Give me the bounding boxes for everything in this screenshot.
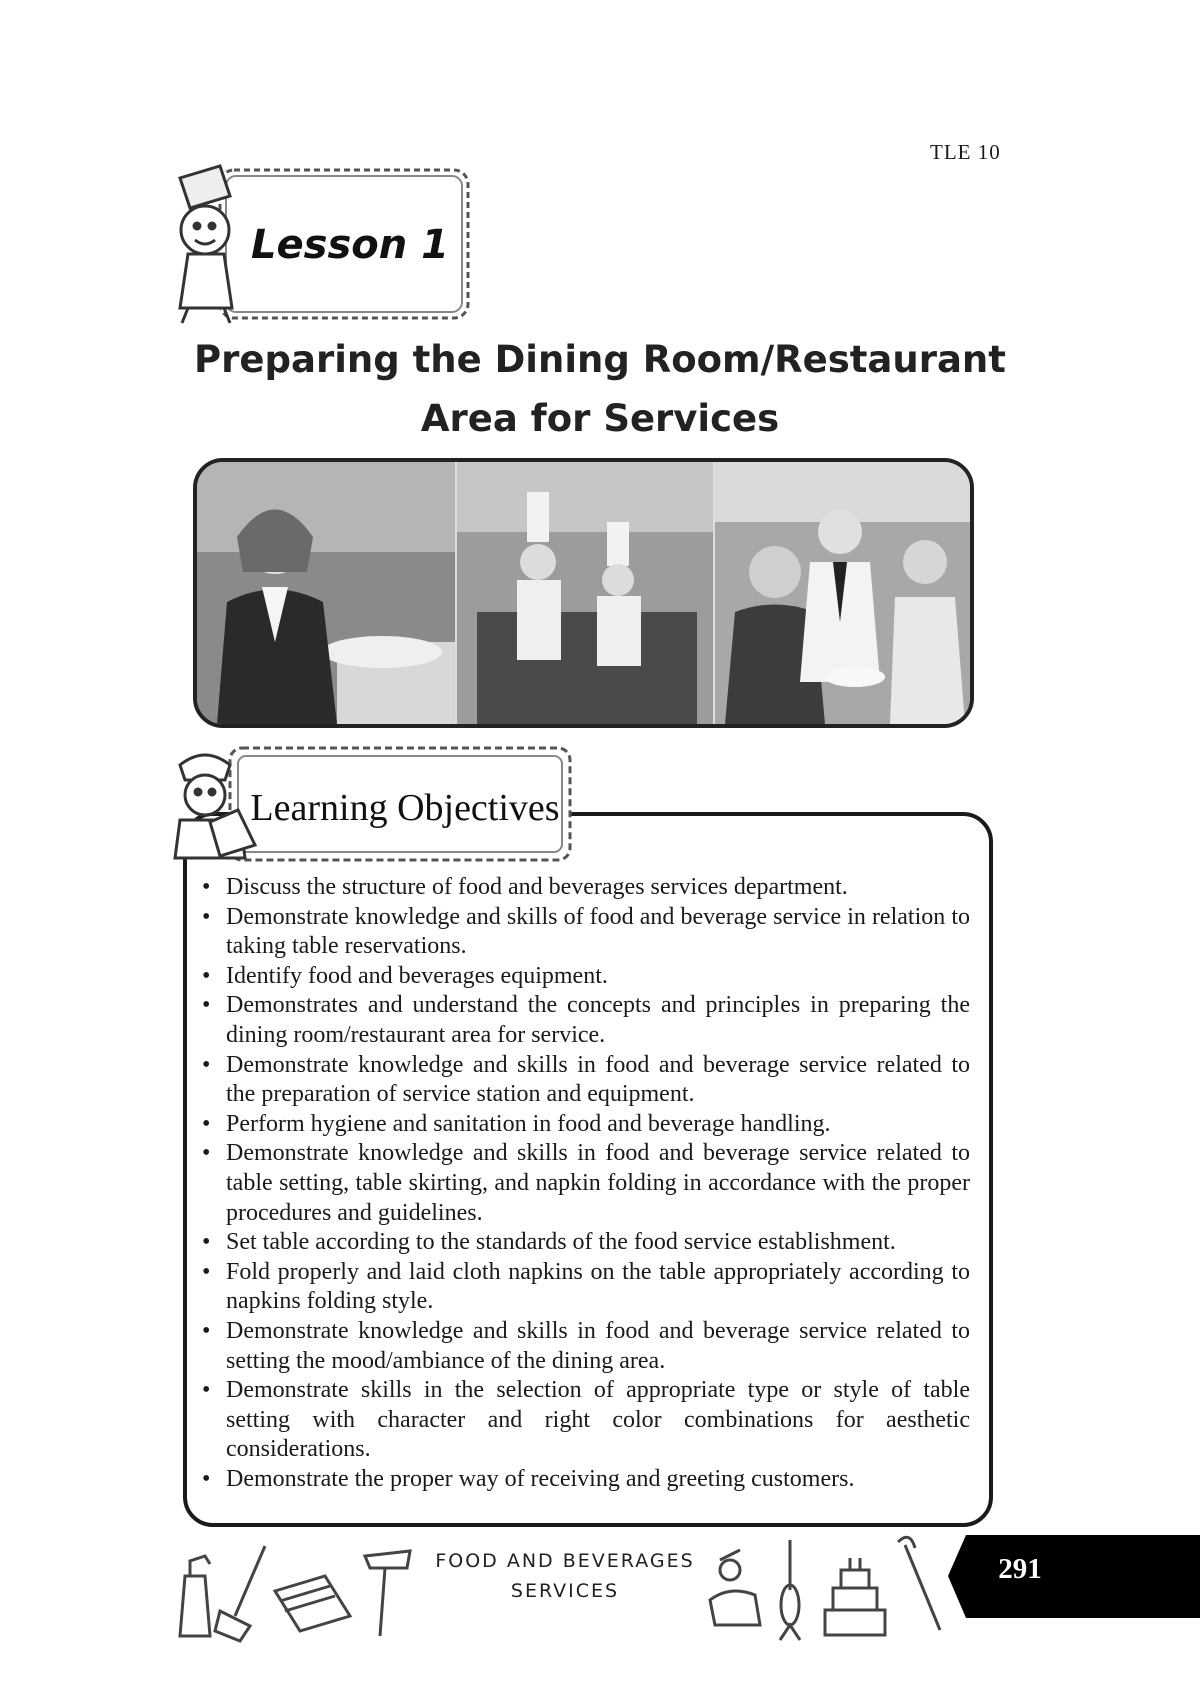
chefs-kitchen-photo	[457, 462, 713, 724]
objective-item: • Demonstrate knowledge and skills of food and beverage service in relation to taking table reservations.	[196, 903, 970, 962]
objective-item: • Discuss the structure of food and beverages services department.	[196, 873, 970, 903]
photo-strip	[193, 458, 974, 728]
farm-animals-icon	[710, 1550, 760, 1625]
objective-item: • Perform hygiene and sanitation in food and beverage handling.	[196, 1110, 970, 1140]
whisk-icon	[780, 1540, 800, 1640]
cake-icon	[825, 1558, 885, 1635]
header-code: TLE 10	[930, 140, 1001, 164]
footer-title-line2: SERVICES	[510, 1580, 620, 1602]
waitress-photo	[197, 462, 455, 724]
mop-icon	[215, 1546, 265, 1641]
objective-item: • Identify food and beverages equipment.	[196, 962, 970, 992]
objectives-list	[196, 873, 970, 1494]
lesson-label: Lesson 1	[251, 222, 449, 268]
objective-item: • Demonstrates and understand the concepts and principles in preparing the dining room/restaurant area for service.	[196, 991, 970, 1050]
objective-item: • Demonstrate skills in the selection of appropriate type or style of table setting with character and right color combinations for aesthetic considerations.	[196, 1376, 970, 1465]
chef-mascot-icon	[180, 166, 232, 323]
lesson-badge	[160, 158, 480, 330]
lesson-title-line1: Preparing the Dining Room/Restaurant	[194, 338, 1006, 381]
objective-item: • Demonstrate knowledge and skills in food and beverage service related to table setting, table skirting, and napkin folding in accordance with the proper procedures and guidelines.	[196, 1139, 970, 1228]
footer-tools-left	[175, 1536, 415, 1646]
objective-item: • Demonstrate knowledge and skills in food and beverage service related to the preparation of service station and equipment.	[196, 1051, 970, 1110]
footer-title-line1: FOOD AND BEVERAGES	[435, 1550, 695, 1572]
page-number: 291	[998, 1553, 1042, 1585]
footer-tools-right	[700, 1530, 950, 1650]
objectives-heading: Learning Objectives	[250, 787, 560, 829]
folded-napkins-icon	[275, 1576, 350, 1631]
objective-item: • Demonstrate the proper way of receiving and greeting customers.	[196, 1465, 970, 1495]
objective-item: • Set table according to the standards of the food service establishment.	[196, 1228, 970, 1258]
objective-item: • Demonstrate knowledge and skills in food and beverage service related to setting the mood/ambiance of the dining area.	[196, 1317, 970, 1376]
wrench-icon	[898, 1537, 940, 1630]
objectives-header	[160, 740, 580, 870]
diners-photo	[715, 462, 970, 724]
lesson-title	[150, 330, 1050, 448]
footer-title	[400, 1546, 730, 1606]
spray-bottle-icon	[180, 1556, 210, 1636]
objective-item: • Fold properly and laid cloth napkins on the table appropriately according to napkins folding style.	[196, 1258, 970, 1317]
lesson-title-line2: Area for Services	[420, 397, 780, 440]
